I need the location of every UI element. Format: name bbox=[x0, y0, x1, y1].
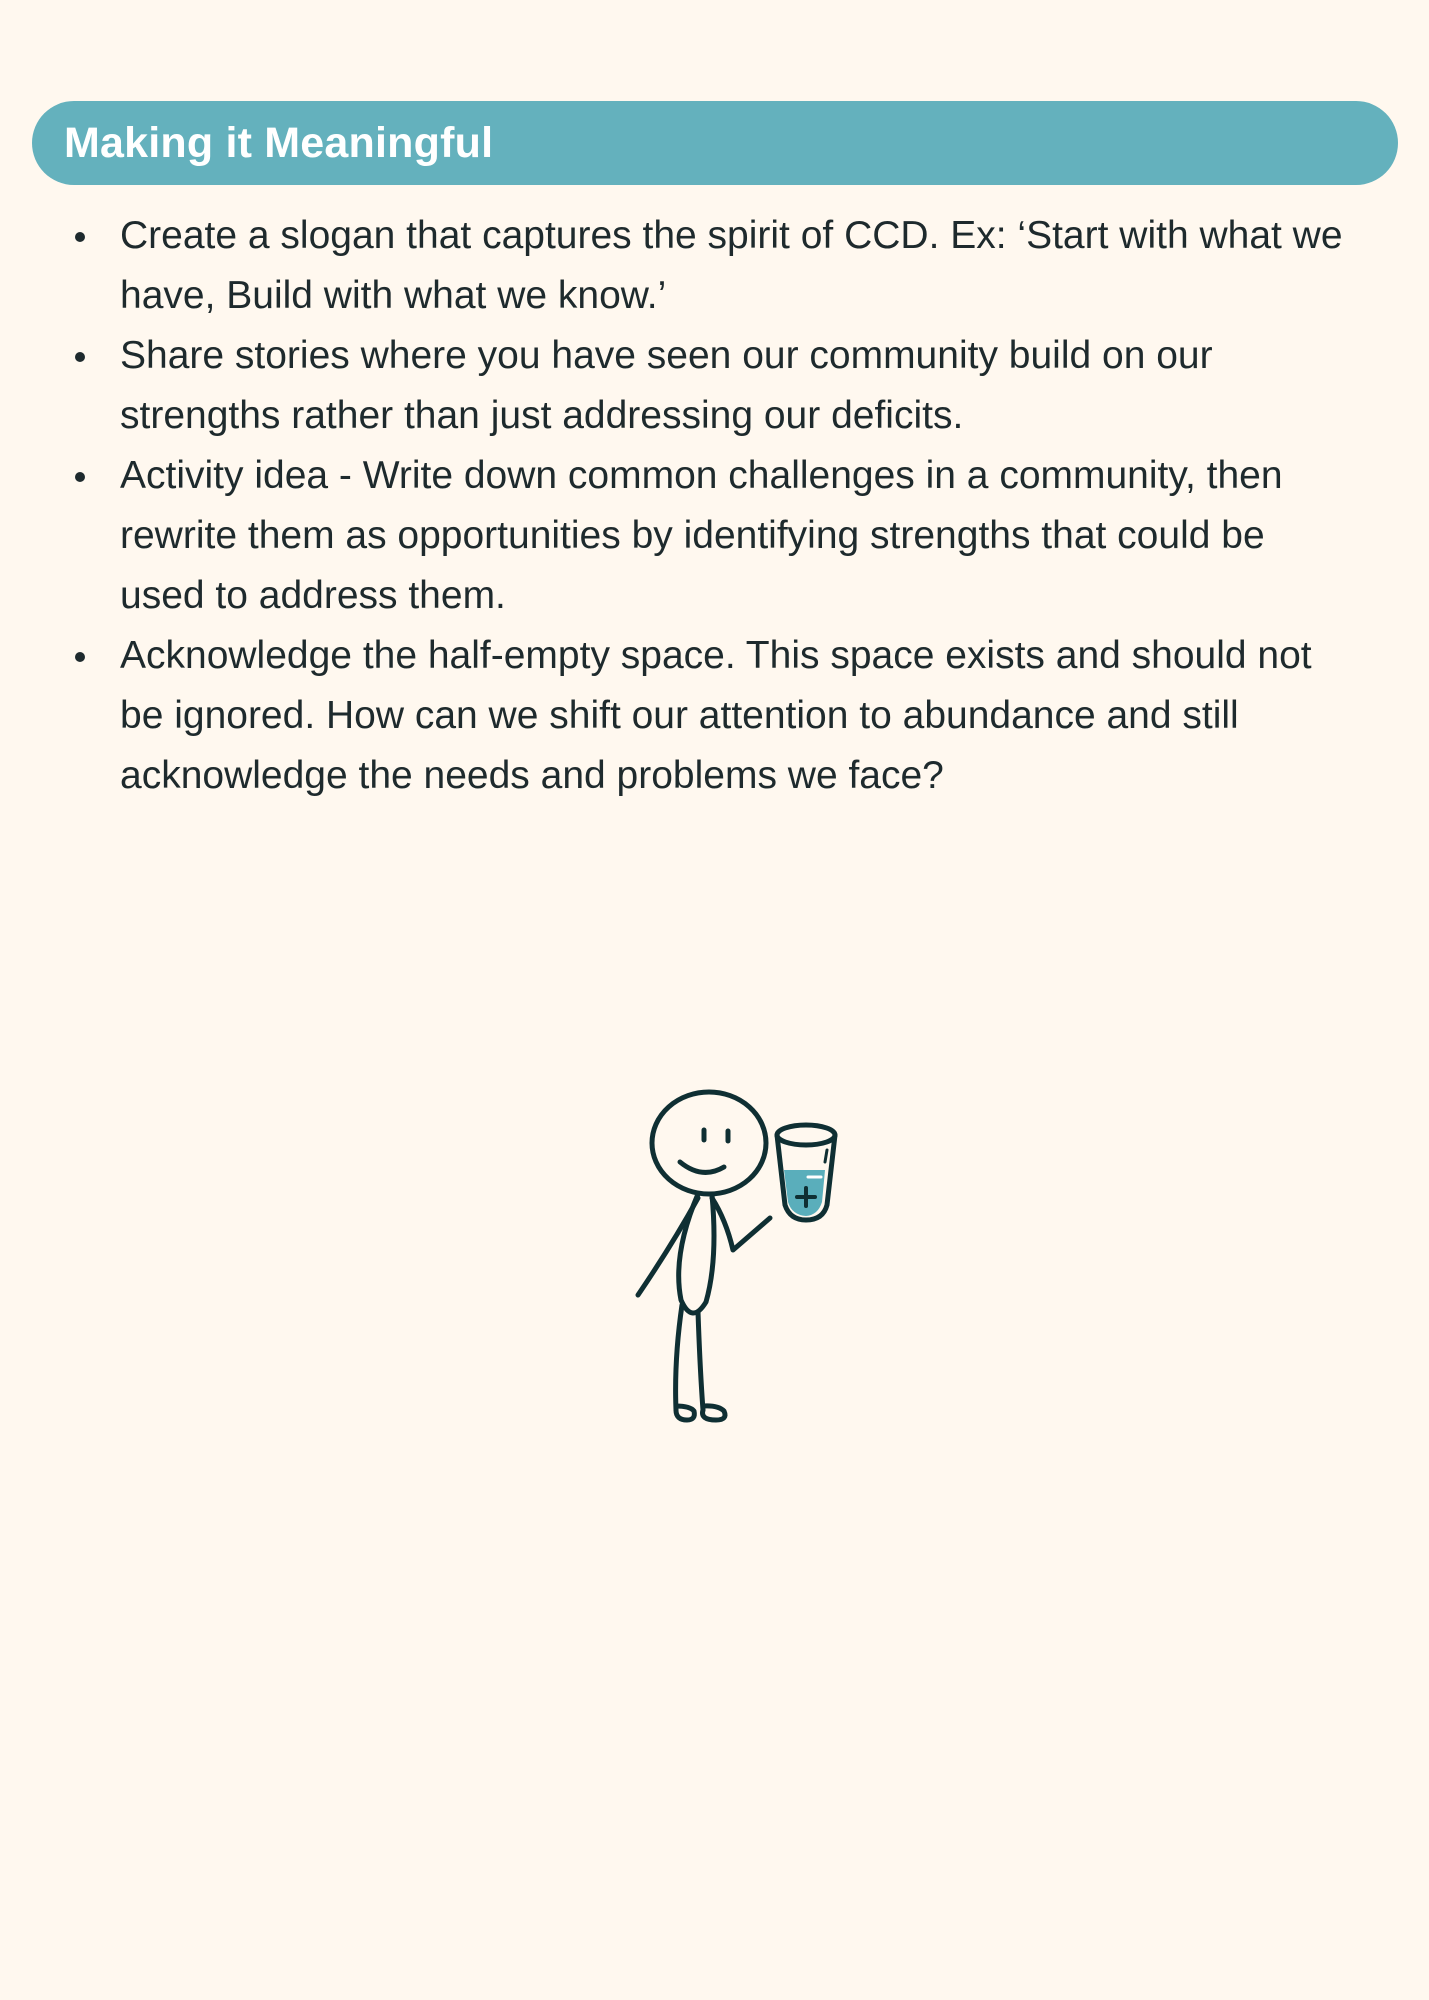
bullet-point-icon bbox=[75, 232, 85, 242]
bullet-point-icon bbox=[75, 352, 85, 362]
list-item bbox=[70, 626, 1360, 806]
list-item-text: Activity idea - Write down common challenges in a community, then rewrite them as opportunities by identifying strengths that could be used to address them. bbox=[120, 454, 1283, 617]
glass-shine bbox=[825, 1150, 827, 1162]
bullet-list bbox=[70, 206, 1360, 806]
section-title: Making it Meaningful bbox=[64, 118, 494, 167]
figure-arm-left bbox=[638, 1198, 698, 1295]
bullet-point-icon bbox=[75, 652, 85, 662]
list-item-text: Create a slogan that captures the spirit of CCD. Ex: ‘Start with what we have, Build with what we know.’ bbox=[120, 214, 1343, 317]
list-item bbox=[70, 326, 1360, 446]
list-item-text: Share stories where you have seen our community build on our strengths rather than just addressing our deficits. bbox=[120, 334, 1213, 437]
list-item bbox=[70, 206, 1360, 326]
figure-leg-right bbox=[698, 1312, 703, 1410]
figure-head bbox=[652, 1092, 766, 1194]
figure-foot-right bbox=[703, 1406, 725, 1420]
list-item-text: Acknowledge the half-empty space. This space exists and should not be ignored. How can we shift our attention to abundance and still acknowledge the needs and problems we face? bbox=[120, 634, 1312, 797]
figure-arm-right bbox=[712, 1198, 770, 1250]
bullet-point-icon bbox=[75, 472, 85, 482]
figure-leg-left bbox=[676, 1305, 682, 1410]
figure-foot-left bbox=[676, 1406, 694, 1420]
section-header bbox=[32, 101, 1398, 185]
figure-body bbox=[679, 1194, 714, 1313]
figure-smile bbox=[680, 1162, 724, 1172]
list-item bbox=[70, 446, 1360, 626]
glass-rim bbox=[777, 1125, 835, 1145]
stick-figure-holding-glass-icon bbox=[620, 1080, 860, 1440]
